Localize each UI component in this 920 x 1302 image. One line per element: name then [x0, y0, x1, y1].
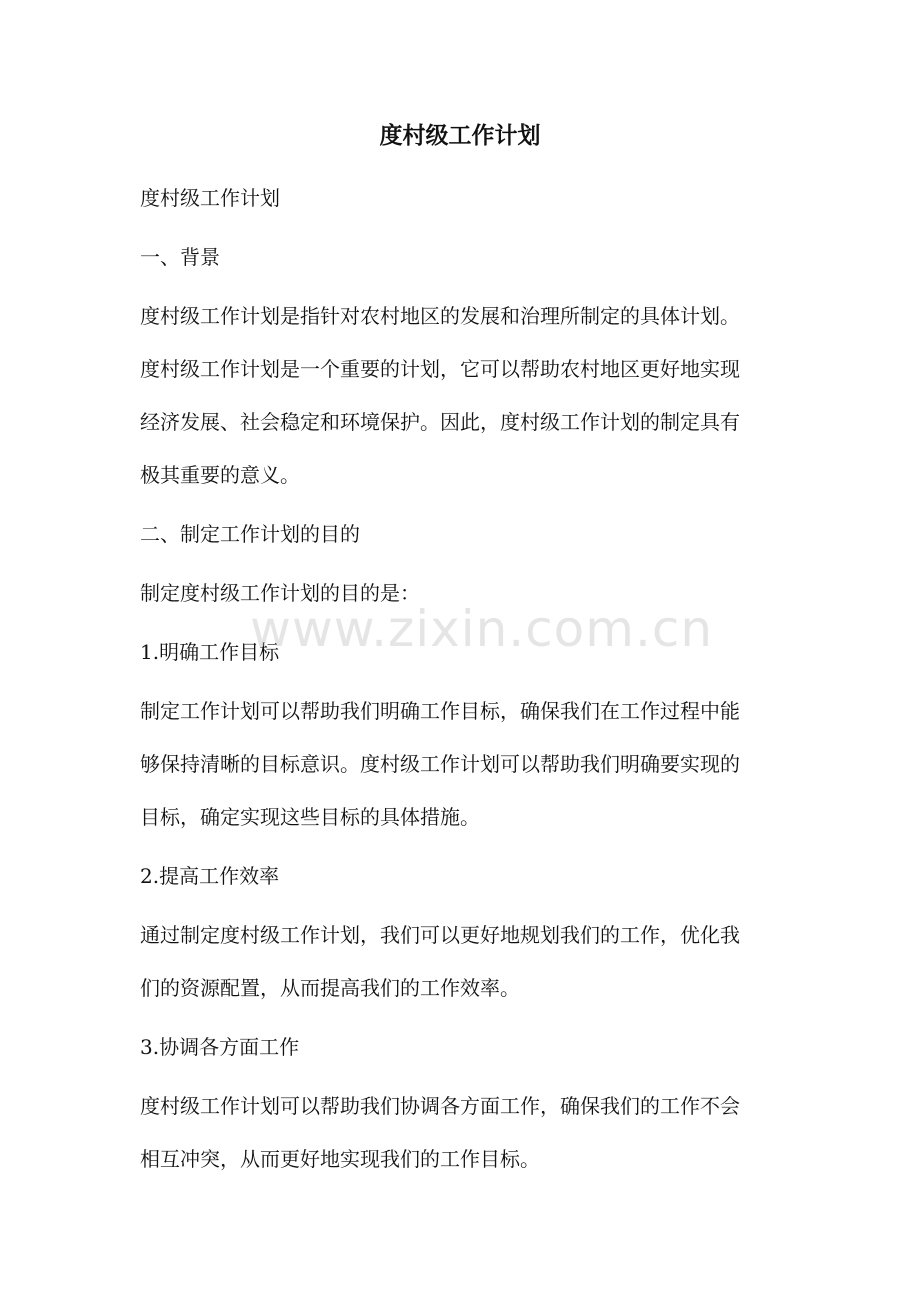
- watermark: www.zixin.com.cn: [250, 600, 714, 658]
- paragraph-line: 度村级工作计划是一个重要的计划，它可以帮助农村地区更好地实现: [140, 357, 740, 381]
- paragraph-line: 经济发展、社会稳定和环境保护。因此，度村级工作计划的制定具有: [140, 410, 740, 434]
- document-body: [140, 180, 790, 1200]
- text-line: 2.提高工作效率: [140, 864, 280, 888]
- text-line: 二、制定工作计划的目的: [140, 522, 360, 546]
- paragraph-line: 度村级工作计划可以帮助我们协调各方面工作，确保我们的工作不会: [140, 1094, 740, 1118]
- text-line: 一、背景: [140, 245, 220, 269]
- document-title: 度村级工作计划: [379, 123, 541, 149]
- paragraph-line: 相互冲突，从而更好地实现我们的工作目标。: [140, 1147, 540, 1171]
- paragraph-line: 极其重要的意义。: [140, 463, 300, 487]
- text-line: 3.协调各方面工作: [140, 1035, 300, 1059]
- paragraph-line: 够保持清晰的目标意识。度村级工作计划可以帮助我们明确要实现的: [140, 752, 740, 776]
- text-line: 1.明确工作目标: [140, 640, 280, 664]
- text-line: 度村级工作计划: [140, 186, 280, 210]
- paragraph-line: 通过制定度村级工作计划，我们可以更好地规划我们的工作，优化我: [140, 923, 740, 947]
- paragraph-line: 制定工作计划可以帮助我们明确工作目标，确保我们在工作过程中能: [140, 699, 740, 723]
- paragraph-line: 度村级工作计划是指针对农村地区的发展和治理所制定的具体计划。: [140, 304, 740, 328]
- paragraph-line: 们的资源配置，从而提高我们的工作效率。: [140, 976, 520, 1000]
- paragraph-line: 目标，确定实现这些目标的具体措施。: [140, 805, 480, 829]
- paragraph: [140, 298, 790, 493]
- paragraph: [140, 1088, 790, 1177]
- text-line: 制定度村级工作计划的目的是：: [140, 581, 420, 605]
- paragraph: [140, 917, 790, 1006]
- paragraph: [140, 693, 790, 835]
